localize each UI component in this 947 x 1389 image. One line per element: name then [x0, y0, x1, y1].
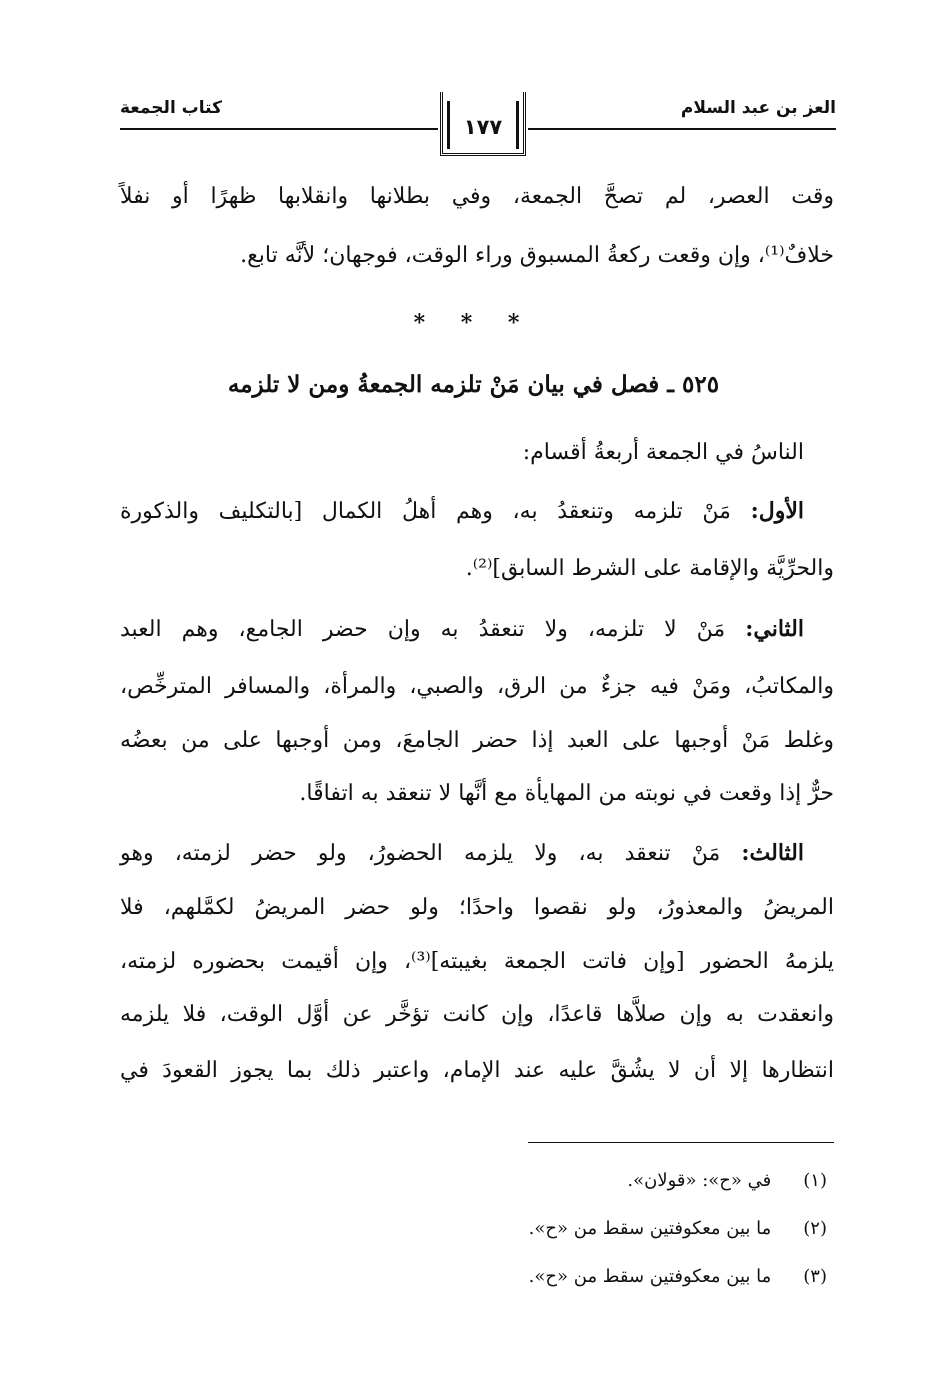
text-line: حرٌّ إذا وقعت في نوبته من المهايأة مع أنَّها لا تنعقد به اتفاقًا.	[299, 781, 834, 806]
text-line: وغلط مَنْ أوجبها على العبد إذا حضر الجامعَ، ومن أوجبها على من بعضُه	[120, 728, 834, 753]
header-rule-right	[528, 128, 836, 130]
footnote	[529, 1264, 827, 1290]
footnote-separator	[528, 1142, 834, 1143]
header-rule-left	[120, 128, 438, 130]
running-head-chapter: كتاب الجمعة	[120, 98, 222, 118]
second-category-text: مَنْ لا تلزمه، ولا تنعقدُ به وإن حضر الجامع، وهم العبد	[120, 617, 726, 642]
footnote-number: (٣)	[803, 1266, 827, 1287]
footnote-text: ما بين معكوفتين سقط من «ح».	[528, 1266, 772, 1287]
text-line: وانعقدت به وإن صلاَّها قاعدًا، وإن كانت تؤخَّر عن أوَّل الوقت، فلا يلزمه	[120, 1002, 834, 1027]
text-line: يلزمهُ الحضور [وإن فاتت الجمعة بغيبته]⁽³⁾، وإن أقيمت بحضوره لزمته،	[120, 949, 834, 974]
page-number-frame	[440, 92, 526, 156]
running-head-author: العز بن عبد السلام	[680, 98, 836, 118]
text-line: المريضُ والمعذورُ، ولو نقصوا واحدًا؛ ولو حضر المريضُ لكمَّلهم، فلا	[120, 895, 834, 920]
footnote-number: (١)	[803, 1170, 827, 1191]
text-line: والحرِّيَّة والإقامة على الشرط السابق]⁽²⁾.	[465, 556, 834, 581]
first-category-text: مَنْ تلزمه وتنعقدُ به، وهم أهلُ الكمال [بالتكليف والذكورة	[120, 499, 731, 524]
intro-text: الناسُ في الجمعة أربعةُ أقسام:	[522, 440, 804, 465]
intro-line	[120, 436, 834, 470]
footnote-text: في «ح»: «قولان».	[627, 1170, 772, 1191]
footnote-number: (٢)	[803, 1218, 827, 1239]
text-line: انتظارها إلا أن لا يشُقَّ عليه عند الإمام، واعتبر ذلك بما يجوز القعودَ في	[120, 1058, 835, 1083]
footnote	[529, 1216, 827, 1242]
section-heading: ٥٢٥ ـ فصل في بيان مَنْ تلزمه الجمعةُ ومن لا تلزمه	[227, 371, 720, 398]
first-category-label: الأول:	[750, 498, 805, 524]
text-line: والمكاتبُ، ومَنْ فيه جزءٌ من الرق، والصبي، والمرأة، والمسافر المترخِّص،	[120, 674, 834, 699]
footnote-text: ما بين معكوفتين سقط من «ح».	[528, 1218, 772, 1239]
paragraph-third-line	[120, 836, 834, 871]
page-number: ١٧٧	[463, 115, 503, 139]
text-line: خلافٌ⁽¹⁾، وإن وقعت ركعةُ المسبوق وراء الوقت، فوجهان؛ لأنَّه تابع.	[240, 243, 834, 268]
section-divider-stars: * * *	[413, 310, 534, 336]
text-line: وقت العصر، لم تصحَّ الجمعة، وفي بطلانها وانقلابها ظهرًا أو نفلاً	[120, 184, 834, 209]
third-category-text: مَنْ تنعقد به، ولا يلزمه الحضورُ، ولو حضر لزمته، وهو	[120, 841, 721, 866]
paragraph-second-line	[120, 612, 834, 647]
paragraph-first-line	[120, 494, 834, 529]
footnote	[627, 1168, 827, 1194]
third-category-label: الثالث:	[741, 840, 804, 866]
second-category-label: الثاني:	[745, 616, 804, 642]
